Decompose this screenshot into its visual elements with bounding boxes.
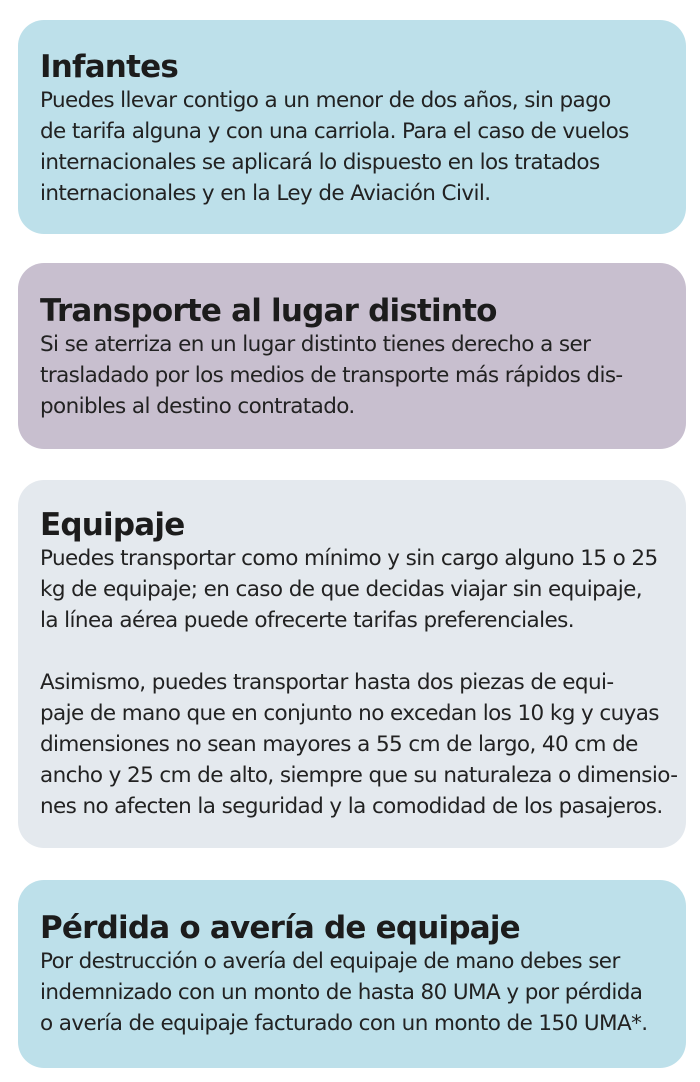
body-line: internacionales y en la Ley de Aviación Civil.: [40, 181, 491, 206]
card-body: [40, 85, 666, 209]
card-body: [40, 946, 666, 1039]
body-line: Por destrucción o avería del equipaje de mano debes ser: [40, 949, 620, 974]
body-line: dimensiones no sean mayores a 55 cm de largo, 40 cm de: [40, 732, 638, 757]
card-perdida-equipaje: [18, 880, 686, 1068]
body-line: nes no afecten la seguridad y la comodidad de los pasajeros.: [40, 794, 663, 819]
body-line: internacionales se aplicará lo dispuesto en los tratados: [40, 150, 600, 175]
card-body: [40, 543, 666, 636]
card-equipaje: [18, 480, 686, 848]
card-body: [40, 329, 666, 422]
card-transporte: [18, 263, 686, 449]
body-line: Asimismo, puedes transportar hasta dos piezas de equi-: [40, 670, 614, 695]
body-line: trasladado por los medios de transporte más rápidos dis-: [40, 363, 623, 388]
body-line: ancho y 25 cm de alto, siempre que su naturaleza o dimensio-: [40, 763, 678, 788]
card-title: Pérdida o avería de equipaje: [40, 910, 520, 946]
body-line: de tarifa alguna y con una carriola. Para el caso de vuelos: [40, 119, 629, 144]
body-line: la línea aérea puede ofrecerte tarifas preferenciales.: [40, 608, 574, 633]
body-line: Si se aterriza en un lugar distinto tienes derecho a ser: [40, 332, 591, 357]
body-line: ponibles al destino contratado.: [40, 394, 355, 419]
body-line: indemnizado con un monto de hasta 80 UMA y por pérdida: [40, 980, 643, 1005]
body-line: o avería de equipaje facturado con un monto de 150 UMA*.: [40, 1011, 648, 1036]
card-title: Infantes: [40, 49, 178, 85]
body-line: Puedes llevar contigo a un menor de dos años, sin pago: [40, 88, 611, 113]
card-title: Equipaje: [40, 507, 185, 543]
card-title: Transporte al lugar distinto: [40, 293, 497, 329]
paragraph-gap: [40, 636, 666, 667]
body-line: kg de equipaje; en caso de que decidas viajar sin equipaje,: [40, 577, 642, 602]
body-line: paje de mano que en conjunto no excedan los 10 kg y cuyas: [40, 701, 659, 726]
card-infantes: [18, 20, 686, 234]
card-body-second-paragraph: [40, 667, 678, 822]
body-line: Puedes transportar como mínimo y sin cargo alguno 15 o 25: [40, 546, 658, 571]
